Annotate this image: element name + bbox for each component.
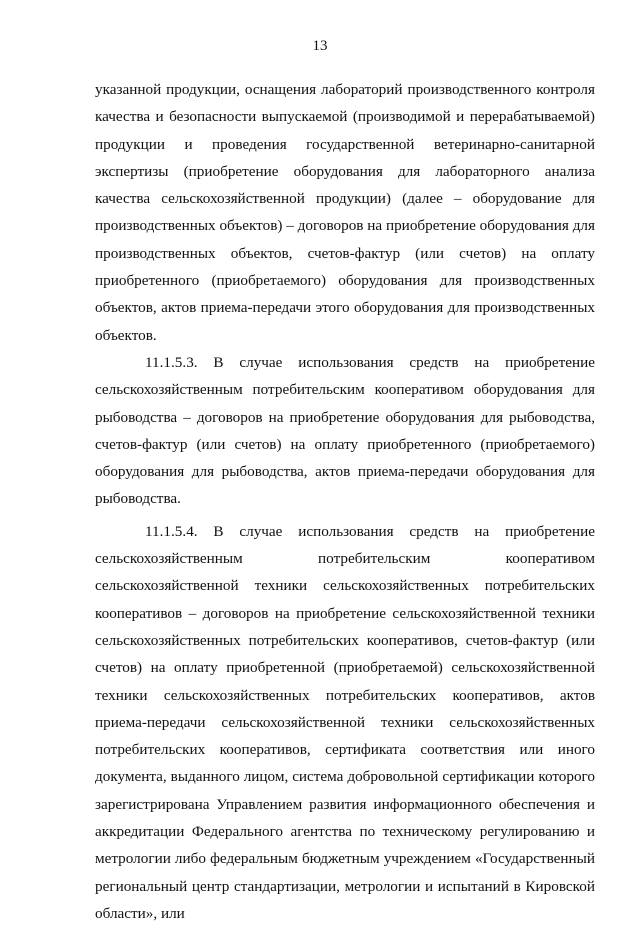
- page-number: 13: [312, 38, 328, 54]
- document-body: [95, 76, 595, 927]
- paragraph-11-1-5-4: 11.1.5.4. В случае использования средств на приобретение сельскохозяйственным потребительским кооперативом сельскохозяйственной техники сельскохозяйственных потребительских кооперативов – договоров на приобретение сельскохозяйственной техники сельскохозяйственных потребительских кооперативов, счетов-фактур (или счетов) на оплату приобретенной (приобретаемой) сельскохозяйственной техники сельскохозяйственных потребительских кооперативов, актов приема-передачи сельскохозяйственной техники сельскохозяйственных потребительских кооперативов, сертификата соответствия или иного документа, выданного лицом, система добровольной сертификации которого зарегистрирована Управлением развития информационного обеспечения и аккредитации Федерального агентства по техническому регулированию и метрологии либо федеральным бюджетным учреждением «Государственный региональный центр стандартизации, метрологии и испытаний в Кировской области», или: [95, 522, 595, 922]
- paragraph-11-1-5-3: 11.1.5.3. В случае использования средств на приобретение сельскохозяйственным потребительским кооперативом оборудования для рыбоводства – договоров на приобретение оборудования для рыбоводства, счетов-фактур (или счетов) на оплату приобретенного (приобретаемого) оборудования для рыбоводства, актов приема-передачи оборудования для рыбоводства.: [95, 353, 595, 508]
- paragraph-continuation: указанной продукции, оснащения лабораторий производственного контроля качества и безопасности выпускаемой (производимой и перерабатываемой) продукции и проведения государственной ветеринарно-санитарной экспертизы (приобретение оборудования для лабораторного анализа качества сельскохозяйственной продукции) (далее – оборудование для производственных объектов) – договоров на приобретение оборудования для производственных объектов, счетов-фактур (или счетов) на оплату приобретенного (приобретаемого) оборудования для производственных объектов, актов приема-передачи этого оборудования для производственных объектов.: [95, 81, 595, 344]
